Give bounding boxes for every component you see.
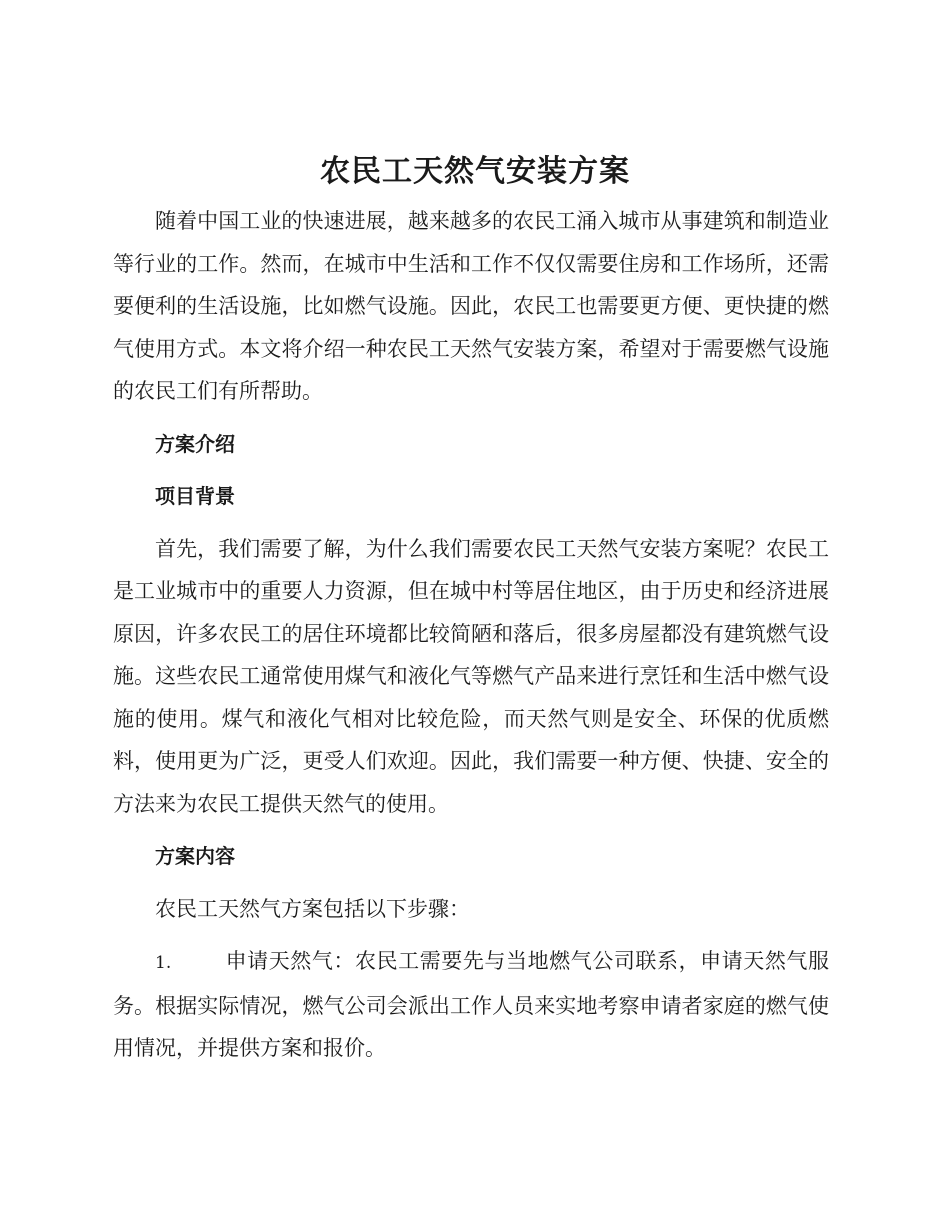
section-heading-plan-content: 方案内容 <box>155 844 235 868</box>
background-paragraph: 首先，我们需要了解，为什么我们需要农民工天然气安装方案呢？农民工是工业城市中的重要人力资源，但在城中村等居住地区，由于历史和经济进展原因，许多农民工的居住环境都比较简陋和落后，很多房屋都没有建筑燃气设施。这些农民工通常使用煤气和液化气等燃气产品来进行烹饪和生活中燃气设施的使用。煤气和液化气相对比较危险，而天然气则是安全、环保的优质燃料，使用更为广泛，更受人们欢迎。因此，我们需要一种方便、快捷、安全的方法来为农民工提供天然气的使用。 <box>113 536 829 816</box>
section-heading-background: 项目背景 <box>155 484 235 508</box>
list-item-text: 申请天然气：农民工需要先与当地燃气公司联系，申请天然气服务。根据实际情况，燃气公司会派出工作人员来实地考察申请者家庭的燃气使用情况，并提供方案和报价。 <box>113 949 829 1060</box>
document-body <box>113 200 829 1070</box>
steps-intro-paragraph: 农民工天然气方案包括以下步骤： <box>155 896 470 921</box>
list-item-number: 1. <box>155 953 172 973</box>
document-title: 农民工天然气安装方案 <box>320 154 630 189</box>
section-heading-plan-intro: 方案介绍 <box>155 431 235 456</box>
list-item <box>113 940 829 1070</box>
intro-paragraph: 随着中国工业的快速进展，越来越多的农民工涌入城市从事建筑和制造业等行业的工作。然而，在城市中生活和工作不仅仅需要住房和工作场所，还需要便利的生活设施，比如燃气设施。因此，农民工也需要更方便、更快捷的燃气使用方式。本文将介绍一种农民工天然气安装方案，希望对于需要燃气设施的农民工们有所帮助。 <box>113 209 829 403</box>
